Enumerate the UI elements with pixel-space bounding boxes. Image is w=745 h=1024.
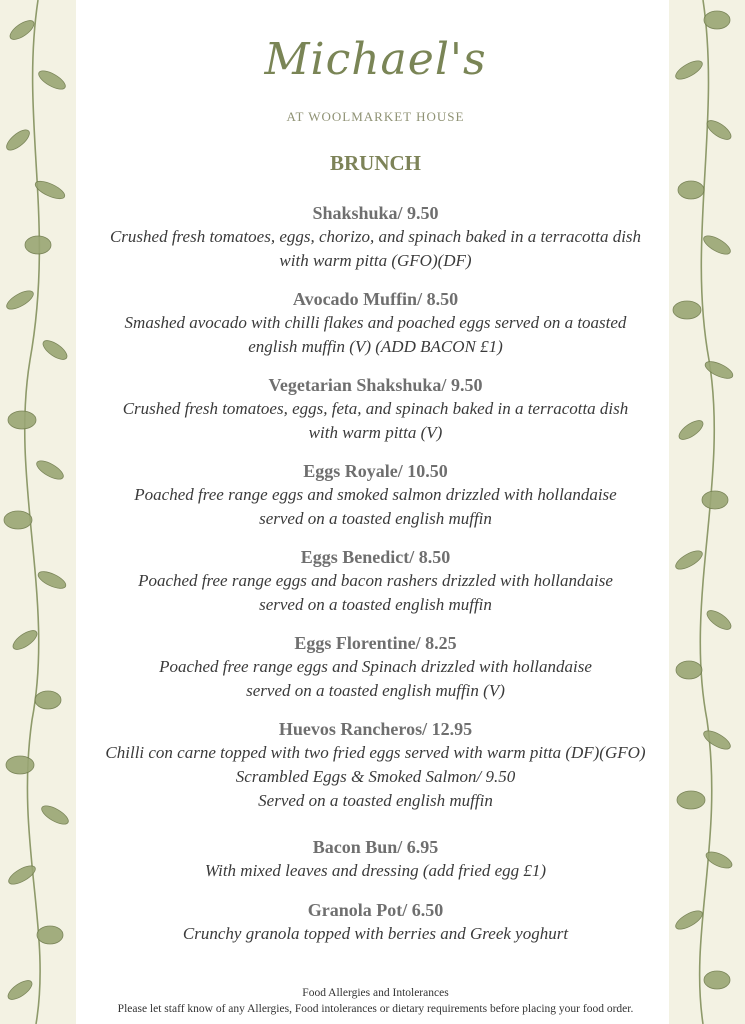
menu-item-eggs-royale [76,459,675,531]
menu-item-avocado-muffin [76,287,675,359]
item-name: Huevos Rancheros/ 12.95 [278,719,473,739]
item-description: Poached free range eggs and smoked salmon drizzled with hollandaise [134,485,617,504]
menu-item-vegetarian-shakshuka [76,373,675,445]
floral-border-right [669,0,745,1024]
item-description: served on a toasted english muffin (V) [246,681,505,700]
item-description: served on a toasted english muffin [259,595,492,614]
section-title: BRUNCH [329,151,421,175]
menu-item-huevos-rancheros [76,717,675,813]
brand-subtitle: AT WOOLMARKET HOUSE [286,109,465,124]
item-description: Chilli con carne topped with two fried eggs served with warm pitta (DF)(GFO) [105,743,646,762]
item-description: Crushed fresh tomatoes, eggs, chorizo, and spinach baked in a terracotta dish [109,227,642,246]
leaf-pattern-icon [669,0,739,1024]
leaf-pattern-icon [0,0,76,1024]
footer-note: Please let staff know of any Allergies, Food intolerances or dietary requirements before placing your food order. [117,1003,634,1015]
item-name: Eggs Benedict/ 8.50 [300,547,451,567]
item-description: Smashed avocado with chilli flakes and poached eggs served on a toasted [124,313,627,332]
allergy-footer [76,985,675,1017]
item-description: Scrambled Eggs & Smoked Salmon/ 9.50 [235,767,516,786]
item-name: Vegetarian Shakshuka/ 9.50 [268,375,483,395]
item-name: Bacon Bun/ 6.95 [312,837,439,857]
item-name: Eggs Florentine/ 8.25 [294,633,457,653]
item-description: Crushed fresh tomatoes, eggs, feta, and spinach baked in a terracotta dish [122,399,629,418]
item-description: Poached free range eggs and bacon rashers drizzled with hollandaise [138,571,613,590]
item-description: served on a toasted english muffin [259,509,492,528]
menu-item-eggs-benedict [76,545,675,617]
item-description: With mixed leaves and dressing (add fried egg £1) [204,861,547,880]
item-description: Crunchy granola topped with berries and Greek yoghurt [182,924,569,943]
menu-item-shakshuka [76,201,675,273]
item-description: with warm pitta (GFO)(DF) [279,251,472,270]
menu-item-eggs-florentine [76,631,675,703]
menu-page [76,0,675,1024]
item-description: with warm pitta (V) [308,423,443,442]
menu-item-bacon-bun [76,835,675,883]
item-name: Eggs Royale/ 10.50 [303,461,448,481]
floral-border-left [0,0,76,1024]
item-name: Shakshuka/ 9.50 [312,203,439,223]
menu-items [76,201,675,946]
item-description: Poached free range eggs and Spinach drizzled with hollandaise [159,657,592,676]
item-name: Avocado Muffin/ 8.50 [292,289,459,309]
footer-title: Food Allergies and Intolerances [302,987,449,999]
item-name: Granola Pot/ 6.50 [307,900,444,920]
brand-logo: Michael's [264,34,487,85]
item-description: Served on a toasted english muffin [258,791,493,810]
item-description: english muffin (V) (ADD BACON £1) [248,337,503,356]
menu-item-granola-pot [76,898,675,946]
